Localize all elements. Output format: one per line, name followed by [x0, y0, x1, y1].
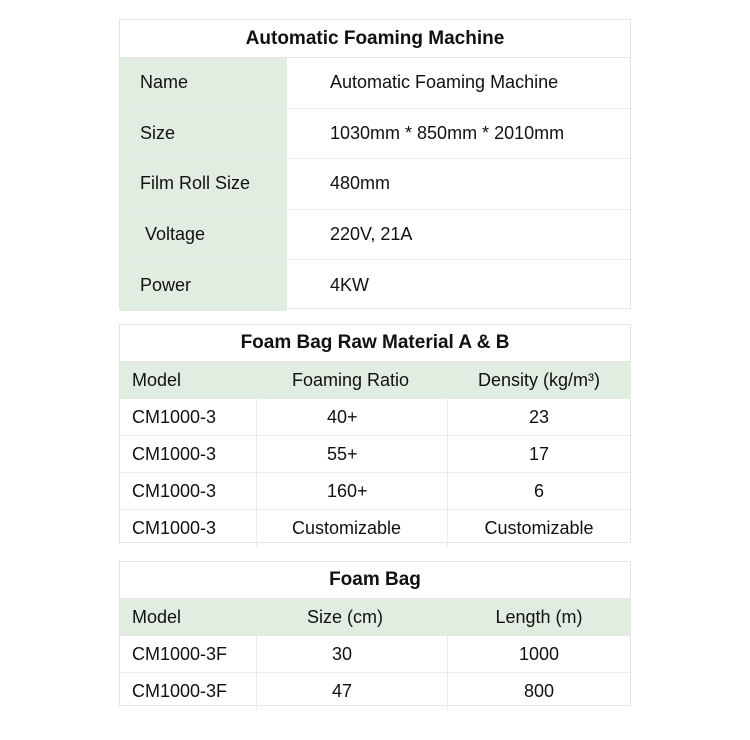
table-cell: 55+ — [257, 436, 448, 472]
spec-label: Voltage — [120, 210, 287, 260]
spec-value: 220V, 21A — [330, 224, 413, 245]
spec-label: Size — [120, 109, 287, 159]
table-cell: 23 — [528, 406, 550, 427]
table-row — [120, 673, 630, 710]
header-cell: Density (kg/m³) — [477, 370, 600, 390]
header-cell: Foaming Ratio — [292, 370, 410, 390]
spec-value: 480mm — [330, 173, 391, 194]
table-header-row — [120, 362, 630, 399]
table-cell: Customizable — [257, 510, 448, 547]
table-row — [120, 399, 630, 436]
foam-bag-table — [119, 561, 631, 706]
machine-table-title: Automatic Foaming Machine — [120, 20, 630, 58]
table-cell: 800 — [523, 681, 555, 701]
spec-row — [120, 159, 630, 210]
table-cell: 160+ — [257, 473, 448, 509]
spec-label: Film Roll Size — [120, 159, 287, 209]
header-cell: Model — [132, 370, 182, 390]
table-cell: 1000 — [518, 643, 560, 664]
spec-label: Power — [120, 260, 287, 311]
spec-row — [120, 109, 630, 160]
table-row — [120, 510, 630, 547]
spec-value: 4KW — [330, 275, 370, 296]
machine-spec-table — [119, 19, 631, 309]
table-cell: CM1000-3 — [120, 436, 257, 472]
table-cell: 40+ — [257, 399, 448, 435]
spec-row — [120, 58, 630, 109]
spec-label: Name — [120, 58, 287, 108]
spec-row — [120, 210, 630, 261]
spec-row — [120, 260, 630, 311]
table-cell: CM1000-3 — [120, 473, 257, 509]
header-cell: Model — [132, 607, 182, 627]
table-row — [120, 436, 630, 473]
spec-value: Automatic Foaming Machine — [330, 72, 559, 93]
foam-bag-table-title: Foam Bag — [120, 562, 630, 599]
raw-material-table-title: Foam Bag Raw Material A & B — [120, 325, 630, 362]
table-header-row — [120, 599, 630, 636]
table-cell: Customizable — [484, 518, 594, 538]
table-cell: 30 — [257, 636, 448, 672]
raw-material-table — [119, 324, 631, 543]
table-row — [120, 636, 630, 673]
table-cell: CM1000-3F — [120, 673, 257, 710]
table-cell: CM1000-3 — [120, 399, 257, 435]
table-cell: CM1000-3 — [120, 510, 257, 547]
table-row — [120, 473, 630, 510]
table-cell: 6 — [533, 480, 544, 501]
header-cell: Length (m) — [495, 607, 583, 627]
header-cell: Size (cm) — [307, 607, 383, 627]
spec-value: 1030mm * 850mm * 2010mm — [330, 122, 565, 143]
table-cell: CM1000-3F — [120, 636, 257, 672]
table-cell: 17 — [528, 443, 550, 464]
table-cell: 47 — [257, 673, 448, 710]
